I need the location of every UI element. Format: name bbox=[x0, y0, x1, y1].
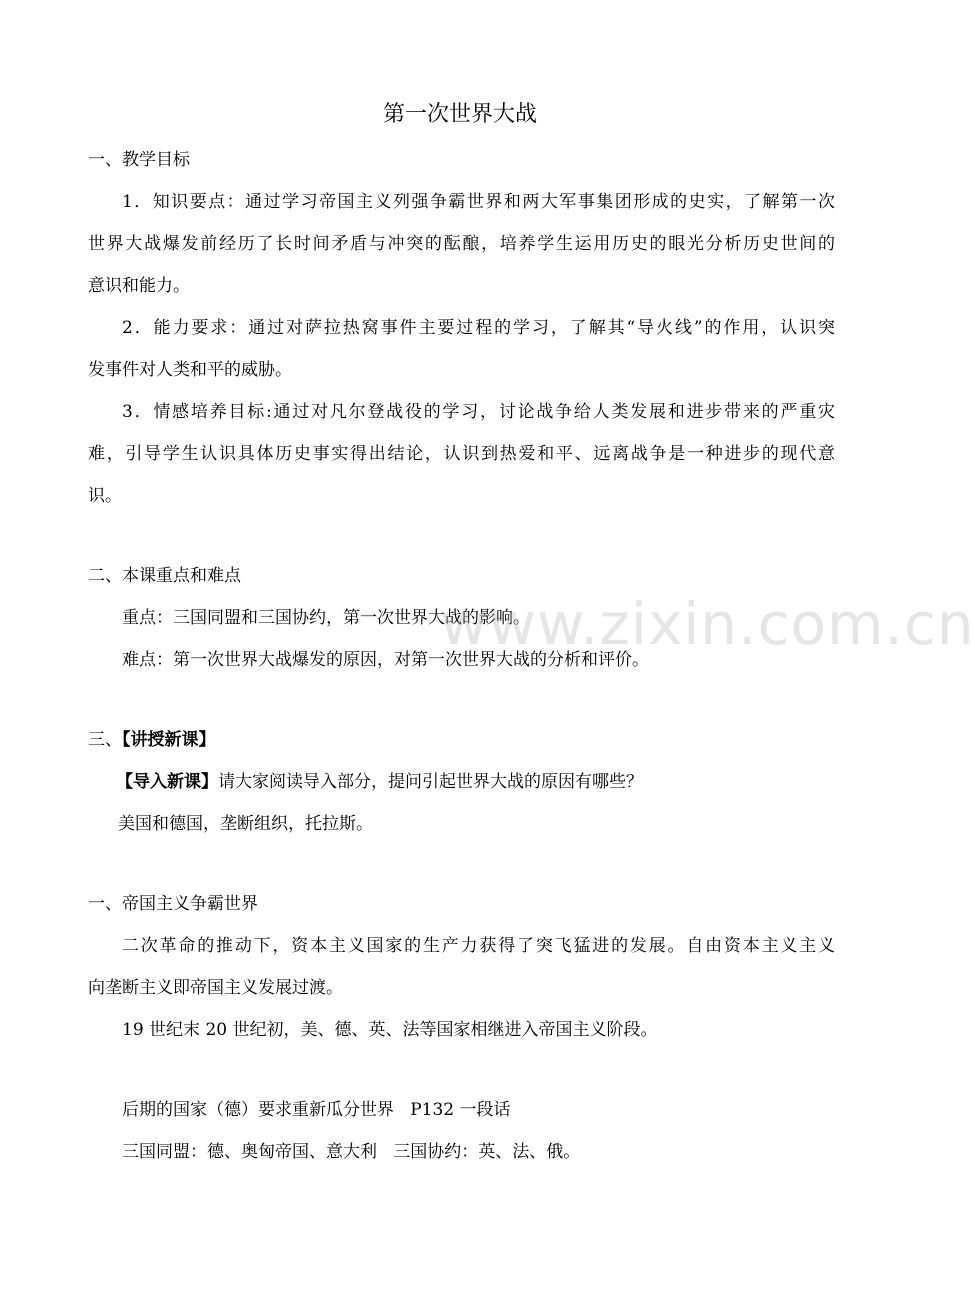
objective-2-line-2: 发事件对人类和平的威胁。 bbox=[88, 360, 292, 380]
imperialism-line-1: 二次革命的推动下，资本主义国家的生产力获得了突飞猛进的发展。自由资本主义主义 bbox=[122, 936, 835, 956]
section-heading-bold: 【讲授新课】 bbox=[122, 730, 216, 750]
alliances: 三国同盟：德、奥匈帝国、意大利 三国协约：英、法、俄。 bbox=[122, 1142, 581, 1162]
redivide-world: 后期的国家（德）要求重新瓜分世界 P132 一段话 bbox=[122, 1100, 511, 1120]
objective-1-line-2: 世界大战爆发前经历了长时间矛盾与冲突的酝酿，培养学生运用历史的眼光分析历史世间的 bbox=[88, 234, 835, 254]
intro-paragraph bbox=[116, 772, 643, 792]
section-heading-objectives: 一、教学目标 bbox=[88, 150, 190, 170]
intro-text: 请大家阅读导入部分，提问引起世界大战的原因有哪些？ bbox=[218, 772, 643, 792]
watermark: www.zixin.com.cn bbox=[440, 590, 975, 658]
key-point: 重点：三国同盟和三国协约，第一次世界大战的影响。 bbox=[122, 608, 530, 628]
difficult-point: 难点：第一次世界大战爆发的原因，对第一次世界大战的分析和评价。 bbox=[122, 650, 649, 670]
section-heading-key-points: 二、本课重点和难点 bbox=[88, 566, 241, 586]
intro-answer: 美国和德国，垄断组织，托拉斯。 bbox=[118, 814, 373, 834]
objective-3-line-3: 识。 bbox=[88, 486, 122, 506]
section-heading-new-lesson bbox=[88, 730, 216, 750]
objective-2-line-1: 2．能力要求：通过对萨拉热窝事件主要过程的学习，了解其“导火线”的作用，认识突 bbox=[122, 318, 835, 338]
imperialism-line-2: 向垄断主义即帝国主义发展过渡。 bbox=[88, 978, 343, 998]
imperialism-stage: 19 世纪末 20 世纪初，美、德、英、法等国家相继进入帝国主义阶段。 bbox=[122, 1020, 658, 1040]
objective-1-line-3: 意识和能力。 bbox=[88, 276, 190, 296]
objective-3-line-1: 3．情感培养目标:通过对凡尔登战役的学习，讨论战争给人类发展和进步带来的严重灾 bbox=[122, 402, 835, 422]
objective-1-line-1: 1．知识要点：通过学习帝国主义列强争霸世界和两大军事集团形成的史实，了解第一次 bbox=[122, 192, 835, 212]
page-title: 第一次世界大战 bbox=[382, 102, 537, 127]
intro-label: 【导入新课】 bbox=[116, 772, 218, 792]
section-heading-imperialism: 一、帝国主义争霸世界 bbox=[88, 894, 258, 914]
objective-3-line-2: 难，引导学生认识具体历史事实得出结论，认识到热爱和平、远离战争是一种进步的现代意 bbox=[88, 444, 835, 464]
section-heading-prefix: 三、 bbox=[88, 730, 122, 750]
